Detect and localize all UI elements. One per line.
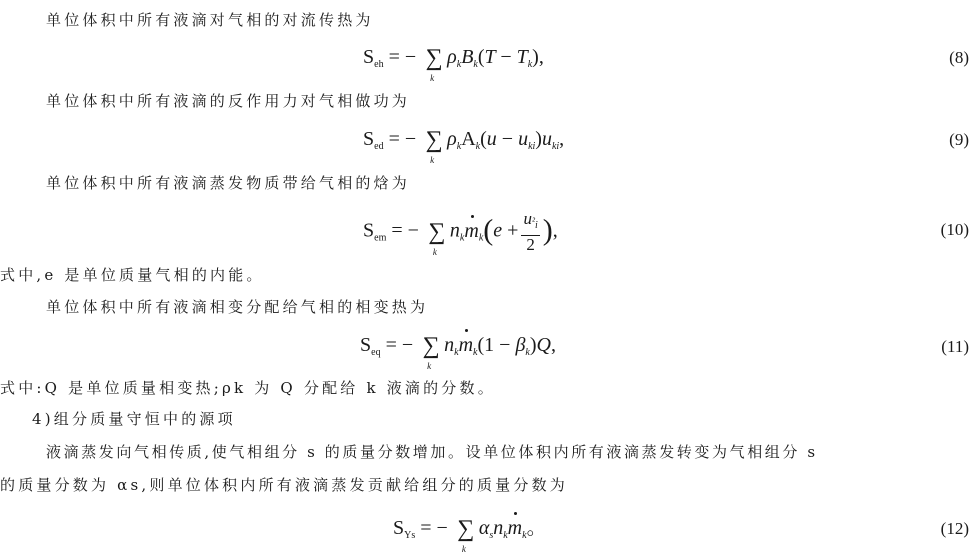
eq11-lhs: S: [360, 334, 372, 356]
eq11-lhs-subscript: eq: [371, 347, 381, 358]
sum-symbol: ∑ k: [422, 333, 440, 371]
equation-12: $S_{Ys}$ = − ∑ k $\alpha_sn_km_k$。: [393, 516, 547, 554]
equation-8: $S_{eh}$ = − ∑ k $\rho_kB_k(T - T_k)$,: [363, 45, 544, 83]
equation-10: $S_{em}$ = − ∑ k $n_km_k(e$ + $\frac{u^2_i}{2}$ ),: [363, 209, 558, 257]
eq8-lhs: S: [363, 46, 375, 68]
paragraph-phase-change-note: 式中:Q 是单位质量相变热;ρk 为 Q 分配给 k 液滴的分数。: [0, 379, 496, 397]
eq8-lhs-subscript: eh: [374, 59, 384, 70]
paragraph-mass-transfer: 液滴蒸发向气相传质,使气相组分 s 的质量分数增加。设单位体积内所有液滴蒸发转变为气相组分 s: [46, 443, 818, 461]
equation-number-8: (8): [949, 48, 969, 67]
equation-number-12: (12): [940, 519, 969, 538]
paragraph-convective-heat: 单位体积中所有液滴对气相的对流传热为: [46, 11, 374, 29]
sum-symbol: ∑ k: [457, 516, 475, 554]
eq10-lhs-subscript: em: [374, 232, 387, 244]
sum-symbol: ∑ k: [425, 45, 443, 83]
equation-number-9: (9): [949, 130, 969, 149]
sum-symbol: ∑ k: [425, 127, 443, 165]
equation-11: $S_{eq}$ = − ∑ k $n_km_k(1 - \beta_k)Q$,: [360, 333, 556, 371]
eq10-lhs: S: [363, 219, 375, 242]
paragraph-phase-change-heat: 单位体积中所有液滴相变分配给气相的相变热为: [46, 298, 429, 316]
sum-symbol: ∑ k: [428, 218, 446, 257]
paragraph-reaction-force-work: 单位体积中所有液滴的反作用力对气相做功为: [46, 92, 411, 110]
eq9-lhs: S: [363, 128, 375, 150]
section-heading-species-source: 4)组分质量守恒中的源项: [32, 410, 236, 428]
equation-number-10: (10): [940, 220, 969, 239]
equation-number-11: (11): [941, 337, 969, 356]
eq9-lhs-subscript: ed: [374, 141, 384, 152]
eq12-lhs: S: [393, 517, 405, 539]
paragraph-evaporation-enthalpy: 单位体积中所有液滴蒸发物质带给气相的焓为: [46, 174, 411, 192]
eq12-lhs-subscript: Ys: [404, 530, 416, 541]
paragraph-mass-fraction: 的质量分数为 αs,则单位体积内所有液滴蒸发贡献给组分的质量分数为: [0, 476, 568, 494]
paragraph-internal-energy-note: 式中,e 是单位质量气相的内能。: [0, 266, 265, 284]
equation-9: $S_{ed}$ = − ∑ k $\rho_kA_k(u - u_{ki})u_{ki}$,: [363, 127, 565, 165]
